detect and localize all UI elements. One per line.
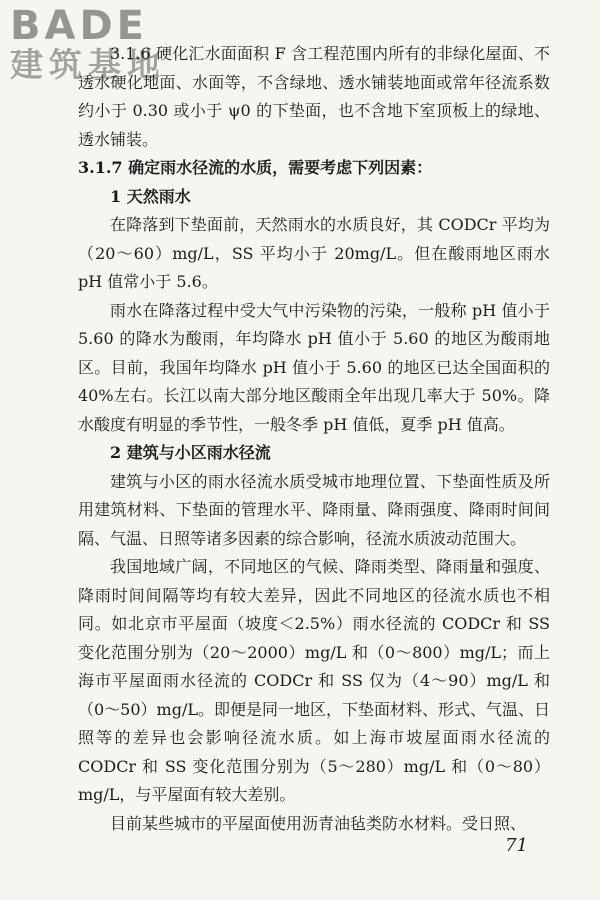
subsection-2-heading: 2 建筑与小区雨水径流: [110, 443, 271, 462]
paragraph-acid-rain: 雨水在降落过程中受大气中污染物的污染，一般称 pH 值小于 5.60 的降水为酸雨，年均降水 pH 值小于 5.60 的地区为酸雨地区。目前，我国年均降水 pH 值小于 5.60 的地区已达全国面积的 40%左右。长江以南大部分地区酸雨全年出现几率大于 50%。降水酸度有明显的季节性，一般冬季 pH 值低，夏季 pH 值高。: [78, 300, 550, 434]
paragraph-roof-materials: 目前某些城市的平屋面使用沥青油毡类防水材料。受日照、: [110, 813, 527, 833]
paragraph-3-1-6: 3.1.6 硬化汇水面面积 F 含工程范围内所有的非绿化屋面、不透水硬化地面、水面等，不含绿地、透水铺装地面或常年径流系数约小于 0.30 或小于 ψ0 的下垫面，也不含地下室顶板上的绿地、透水铺装。: [78, 44, 550, 149]
watermark-bottom: 建筑基地: [10, 45, 166, 84]
paragraph-runoff-quality: 建筑与小区的雨水径流水质受城市地理位置、下垫面性质及所用建筑材料、下垫面的管理水平、降雨量、降雨强度、降雨时间间隔、气温、日照等诸多因素的综合影响，径流水质波动范围大。: [78, 471, 550, 548]
paragraph-natural-rain: 在降落到下垫面前，天然雨水的水质良好，其 CODCr 平均为（20～60）mg/L，SS 平均小于 20mg/L。但在酸雨地区雨水 pH 值常小于 5.6。: [78, 215, 550, 291]
clause-3-1-7-heading: 3.1.7 确定雨水径流的水质，需要考虑下列因素：: [78, 158, 433, 177]
page-number: 71: [505, 835, 528, 856]
watermark-top: BADE: [10, 3, 148, 49]
subsection-1-heading: 1 天然雨水: [110, 186, 191, 206]
document-body: [78, 40, 550, 838]
paragraph-regional-differences: 我国地域广阔，不同地区的气候、降雨类型、降雨量和强度、降雨时间间隔等均有较大差异，因此不同地区的径流水质也不相同。如北京市平屋面（坡度＜2.5%）雨水径流的 CODCr 和 SS 变化范围分别为（20～2000）mg/L 和（0～800）mg/L；而上海市平屋面雨水径流的 CODCr 和 SS 仅为（4～90）mg/L 和（0～50）mg/L。即便是同一地区，下垫面材料、形式、气温、日照等的差异也会影响径流水质。如上海市坡屋面雨水径流的 CODCr 和 SS 变化范围分别为（5～280）mg/L 和（0～80）mg/L，与平屋面有较大差别。: [78, 557, 550, 804]
